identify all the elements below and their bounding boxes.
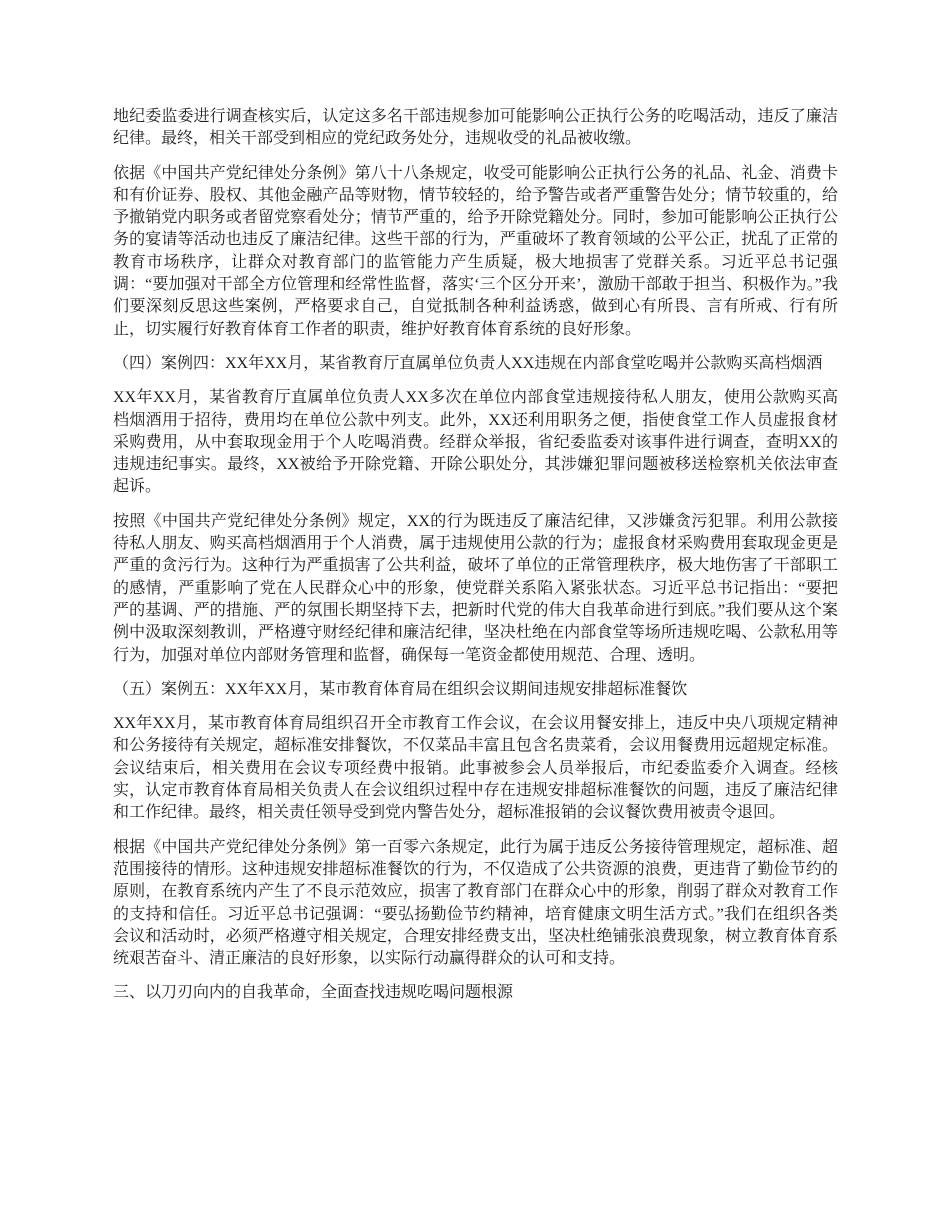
paragraph-case4-analysis: 按照《中国共产党纪律处分条例》规定，XX的行为既违反了廉洁纪律，又涉嫌贪污犯罪。利用公款接待私人朋友、购买高档烟酒用于个人消费，属于违规使用公款的行为；虚报食材采购费用套取现金更是严重的贪污行为。这种行为严重损害了公共利益，破坏了单位的正常管理秩序，极大地伤害了干部职工的感情，严重影响了党在人民群众心中的形象，使党群关系陷入紧张状态。习近平总书记指出：“要把严的基调、严的措施、严的氛围长期坚持下去，把新时代党的伟大自我革命进行到底。”我们要从这个案例中汲取深刻教训，严格遵守财经纪律和廉洁纪律，坚决杜绝在内部食堂等场所违规吃喝、公款私用等行为，加强对单位内部财务管理和监督，确保每一笔资金都使用规范、合理、透明。 bbox=[113, 512, 838, 664]
heading-case-5: （五）案例五：XX年XX月，某市教育体育局在组织会议期间违规安排超标准餐饮 bbox=[113, 680, 688, 698]
paragraph-case5-facts: XX年XX月，某市教育体育局组织召开全市教育工作会议，在会议用餐安排上，违反中央八项规定精神和公务接待有关规定，超标准安排餐饮，不仅菜品丰富且包含名贵菜肴，会议用餐费用远超规定标准。会议结束后，相关费用在会议专项经费中报销。此事被参会人员举报后，市纪委监委介入调查。经核实，认定市教育体育局相关负责人在会议组织过程中存在违规安排超标准餐饮的问题，违反了廉洁纪律和工作纪律。最终，相关责任领导受到党内警告处分，超标准报销的会议餐饮费用被责令退回。 bbox=[113, 715, 838, 822]
paragraph-case3-analysis: 依据《中国共产党纪律处分条例》第八十八条规定，收受可能影响公正执行公务的礼品、礼金、消费卡和有价证券、股权、其他金融产品等财物，情节较轻的，给予警告或者严重警告处分；情节较重的，给予撤销党内职务或者留党察看处分；情节严重的，给予开除党籍处分。同时，参加可能影响公正执行公务的宴请等活动也违反了廉洁纪律。这些干部的行为，严重破坏了教育领域的公平公正，扰乱了正常的教育市场秩序，让群众对教育部门的监管能力产生质疑，极大地损害了党群关系。习近平总书记强调：“要加强对干部全方位管理和经常性监督，落实‘三个区分开来’，激励干部敢于担当、积极作为。”我们要深刻反思这些案例，严格要求自己，自觉抵制各种利益诱惑，做到心有所畏、言有所戒、行有所止，切实履行好教育体育工作者的职责，维护好教育体育系统的良好形象。 bbox=[113, 164, 838, 338]
paragraph-case4-facts: XX年XX月，某省教育厅直属单位负责人XX多次在单位内部食堂违规接待私人朋友，使用公款购买高档烟酒用于招待，费用均在单位公款中列支。此外，XX还利用职务之便，指使食堂工作人员虚报食材采购费用，从中套取现金用于个人吃喝消费。经群众举报，省纪委监委对该事件进行调查，查明XX的违规违纪事实。最终，XX被给予开除党籍、开除公职处分，其涉嫌犯罪问题被移送检察机关依法审查起诉。 bbox=[113, 389, 838, 496]
heading-case-4: （四）案例四：XX年XX月，某省教育厅直属单位负责人XX违规在内部食堂吃喝并公款购买高档烟酒 bbox=[113, 354, 823, 372]
heading-section-3: 三、以刀刃向内的自我革命，全面查找违规吃喝问题根源 bbox=[113, 984, 514, 1002]
paragraph-case5-analysis: 根据《中国共产党纪律处分条例》第一百零六条规定，此行为属于违反公务接待管理规定，超标准、超范围接待的情形。这种违规安排超标准餐饮的行为，不仅造成了公共资源的浪费，更违背了勤俭节约的原则，在教育系统内产生了不良示范效应，损害了教育部门在群众心中的形象，削弱了群众对教育工作的支持和信任。习近平总书记强调：“要弘扬勤俭节约精神，培育健康文明生活方式。”我们在组织各类会议和活动时，必须严格遵守相关规定，合理安排经费支出，坚决杜绝铺张浪费现象，树立教育体育系统艰苦奋斗、清正廉洁的良好形象，以实际行动赢得群众的认可和支持。 bbox=[113, 838, 838, 968]
paragraph-case3-conclusion: 地纪委监委进行调查核实后，认定这多名干部违规参加可能影响公正执行公务的吃喝活动，违反了廉洁纪律。最终，相关干部受到相应的党纪政务处分，违规收受的礼品被收缴。 bbox=[113, 108, 838, 148]
